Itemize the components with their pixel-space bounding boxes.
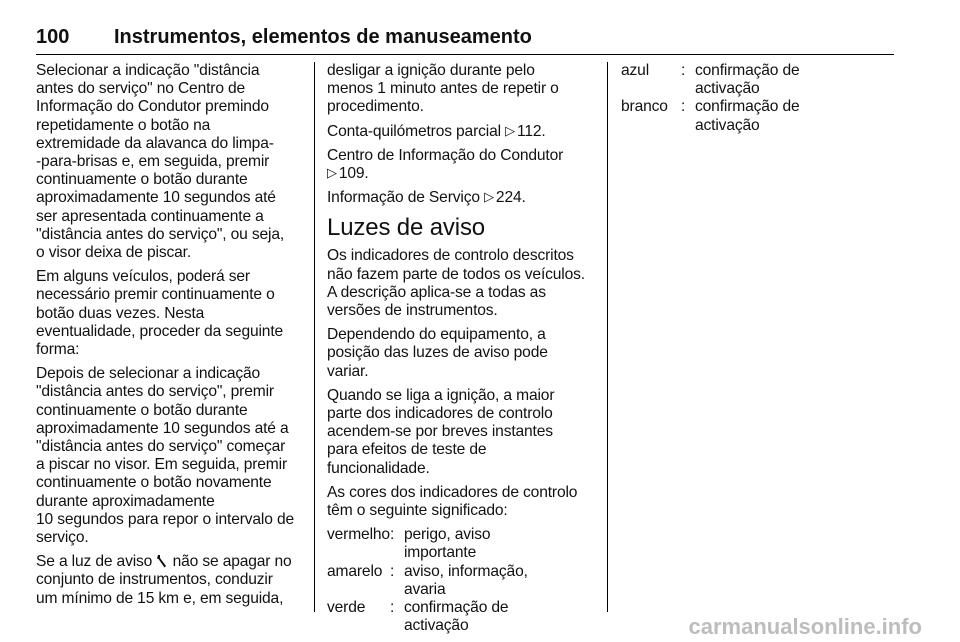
xref-page[interactable]: 109. (338, 165, 369, 183)
text-line: repetidamente o botão na (36, 116, 211, 134)
text-line: para efeitos de teste de (327, 441, 487, 459)
paragraph (327, 484, 593, 520)
section-heading: Luzes de aviso (327, 214, 486, 242)
cross-reference[interactable] (327, 147, 593, 183)
table-row (327, 563, 554, 599)
paragraph (36, 553, 304, 608)
text-line: 10 segundos para repor o intervalo de (36, 510, 294, 528)
text-line: antes do serviço" no Centro de (36, 80, 246, 98)
text-line: continuamente o botão durante (36, 401, 248, 419)
text-line: conjunto de instrumentos, conduzir (36, 571, 273, 589)
paragraph (36, 365, 304, 547)
text-line: não fazem parte de todos os veículos. (327, 265, 585, 283)
color-meaning: confirmação de activação (403, 599, 509, 635)
paragraph (36, 268, 304, 359)
text-line: aproximadamente 10 segundos até a (36, 419, 289, 437)
xref-label: Conta-quilómetros parcial (327, 122, 501, 140)
separator: : (389, 526, 395, 544)
table-row (327, 599, 554, 635)
paragraph (327, 387, 593, 478)
text-line: necessário premir continuamente o (36, 286, 275, 304)
page-number: 100 (36, 26, 70, 48)
column-3 (621, 62, 891, 612)
triangle-pointer-icon: ▷ (505, 122, 515, 138)
xref-page[interactable]: 112. (516, 122, 546, 140)
color-meaning: confirmação de activação (695, 98, 800, 134)
color-name: vermelho (327, 526, 390, 544)
text-line: funcionalidade. (327, 459, 430, 477)
text-line: -para-brisas e, em seguida, premir (36, 153, 270, 171)
text-line: Depois de selecionar a indicação (36, 365, 261, 383)
text-line: eventualidade, proceder da seguinte (36, 322, 284, 340)
color-meaning-table (621, 62, 823, 135)
watermark: carmanualsonline.info (688, 614, 922, 639)
page-header (36, 26, 894, 55)
text-line: durante aproximadamente (36, 492, 215, 510)
text-line: um mínimo de 15 km e, em seguida, (36, 589, 284, 607)
color-meaning: aviso, informação, avaria (403, 562, 528, 598)
triangle-pointer-icon: ▷ (484, 189, 494, 205)
column-divider (607, 62, 608, 612)
text-line: As cores dos indicadores de controlo (327, 483, 578, 501)
text-line: menos 1 minuto antes de repetir o (327, 80, 559, 98)
text-line: continuamente o botão novamente (36, 474, 272, 492)
color-name: amarelo (327, 562, 383, 580)
text-line (327, 165, 593, 183)
column-1 (36, 62, 304, 612)
text-line: "distância antes do serviço", premir (36, 383, 274, 401)
text-line: desligar a ignição durante pelo (327, 62, 535, 79)
triangle-pointer-icon: ▷ (327, 165, 337, 181)
text-line: Informação do Condutor premindo (36, 98, 269, 116)
color-meaning: confirmação de activação (695, 62, 800, 98)
paragraph (327, 62, 593, 117)
text-line: acendem-se por breves instantes (327, 423, 553, 441)
separator: : (389, 562, 395, 580)
text-line: Dependendo do equipamento, a (327, 326, 546, 344)
xref-page[interactable]: 224. (495, 189, 526, 207)
text-line: A descrição aplica-se a todas as (327, 283, 546, 301)
paragraph (36, 62, 304, 262)
table-row (621, 62, 823, 98)
text-line: Os indicadores de controlo descritos (327, 247, 574, 265)
text-line (36, 553, 304, 571)
text-line: versões de instrumentos. (327, 302, 498, 320)
separator: : (389, 599, 395, 617)
text-line: "distância antes do serviço", ou seja, (36, 225, 285, 243)
color-name: azul (621, 62, 650, 79)
column-2 (327, 62, 593, 635)
text-line: serviço. (36, 529, 89, 547)
text-fragment: não se apagar no (172, 553, 292, 571)
text-line: Selecionar a indicação "distância (36, 62, 260, 79)
paragraph (327, 326, 593, 381)
text-line: aproximadamente 10 segundos até (36, 189, 276, 207)
text-line: forma: (36, 341, 80, 359)
table-row (621, 98, 823, 134)
color-meaning: perigo, aviso importante (403, 526, 491, 562)
text-line: procedimento. (327, 98, 424, 116)
text-line: Em alguns veículos, poderá ser (36, 268, 250, 286)
text-line: variar. (327, 362, 369, 380)
xref-label: Centro de Informação do Condutor (327, 146, 564, 164)
text-fragment: Se a luz de aviso (36, 553, 153, 571)
cross-reference[interactable] (327, 189, 593, 207)
cross-reference[interactable] (327, 123, 593, 141)
separator: : (681, 62, 686, 79)
page-title: Instrumentos, elementos de manuseamento (114, 26, 532, 48)
separator: : (681, 98, 686, 116)
wrench-icon (156, 554, 168, 568)
text-line: extremidade da alavanca do limpa- (36, 134, 274, 152)
text-line: a piscar no visor. Em seguida, premir (36, 456, 287, 474)
color-name: branco (621, 98, 668, 116)
table-row (327, 526, 554, 562)
text-line: Quando se liga a ignição, a maior (327, 386, 555, 404)
text-line: ser apresentada continuamente a (36, 207, 264, 225)
color-meaning-table (327, 526, 554, 635)
text-line: parte dos indicadores de controlo (327, 405, 553, 423)
paragraph (327, 247, 593, 320)
text-line: botão duas vezes. Nesta (36, 304, 205, 322)
text-line: o visor deixa de piscar. (36, 244, 192, 262)
column-divider (314, 62, 315, 612)
text-line: posição das luzes de aviso pode (327, 344, 548, 362)
text-line: têm o seguinte significado: (327, 502, 508, 520)
text-line: "distância antes do serviço" começar (36, 438, 286, 456)
color-name: verde (327, 599, 366, 617)
text-line: continuamente o botão durante (36, 171, 248, 189)
xref-label: Informação de Serviço (327, 189, 480, 207)
